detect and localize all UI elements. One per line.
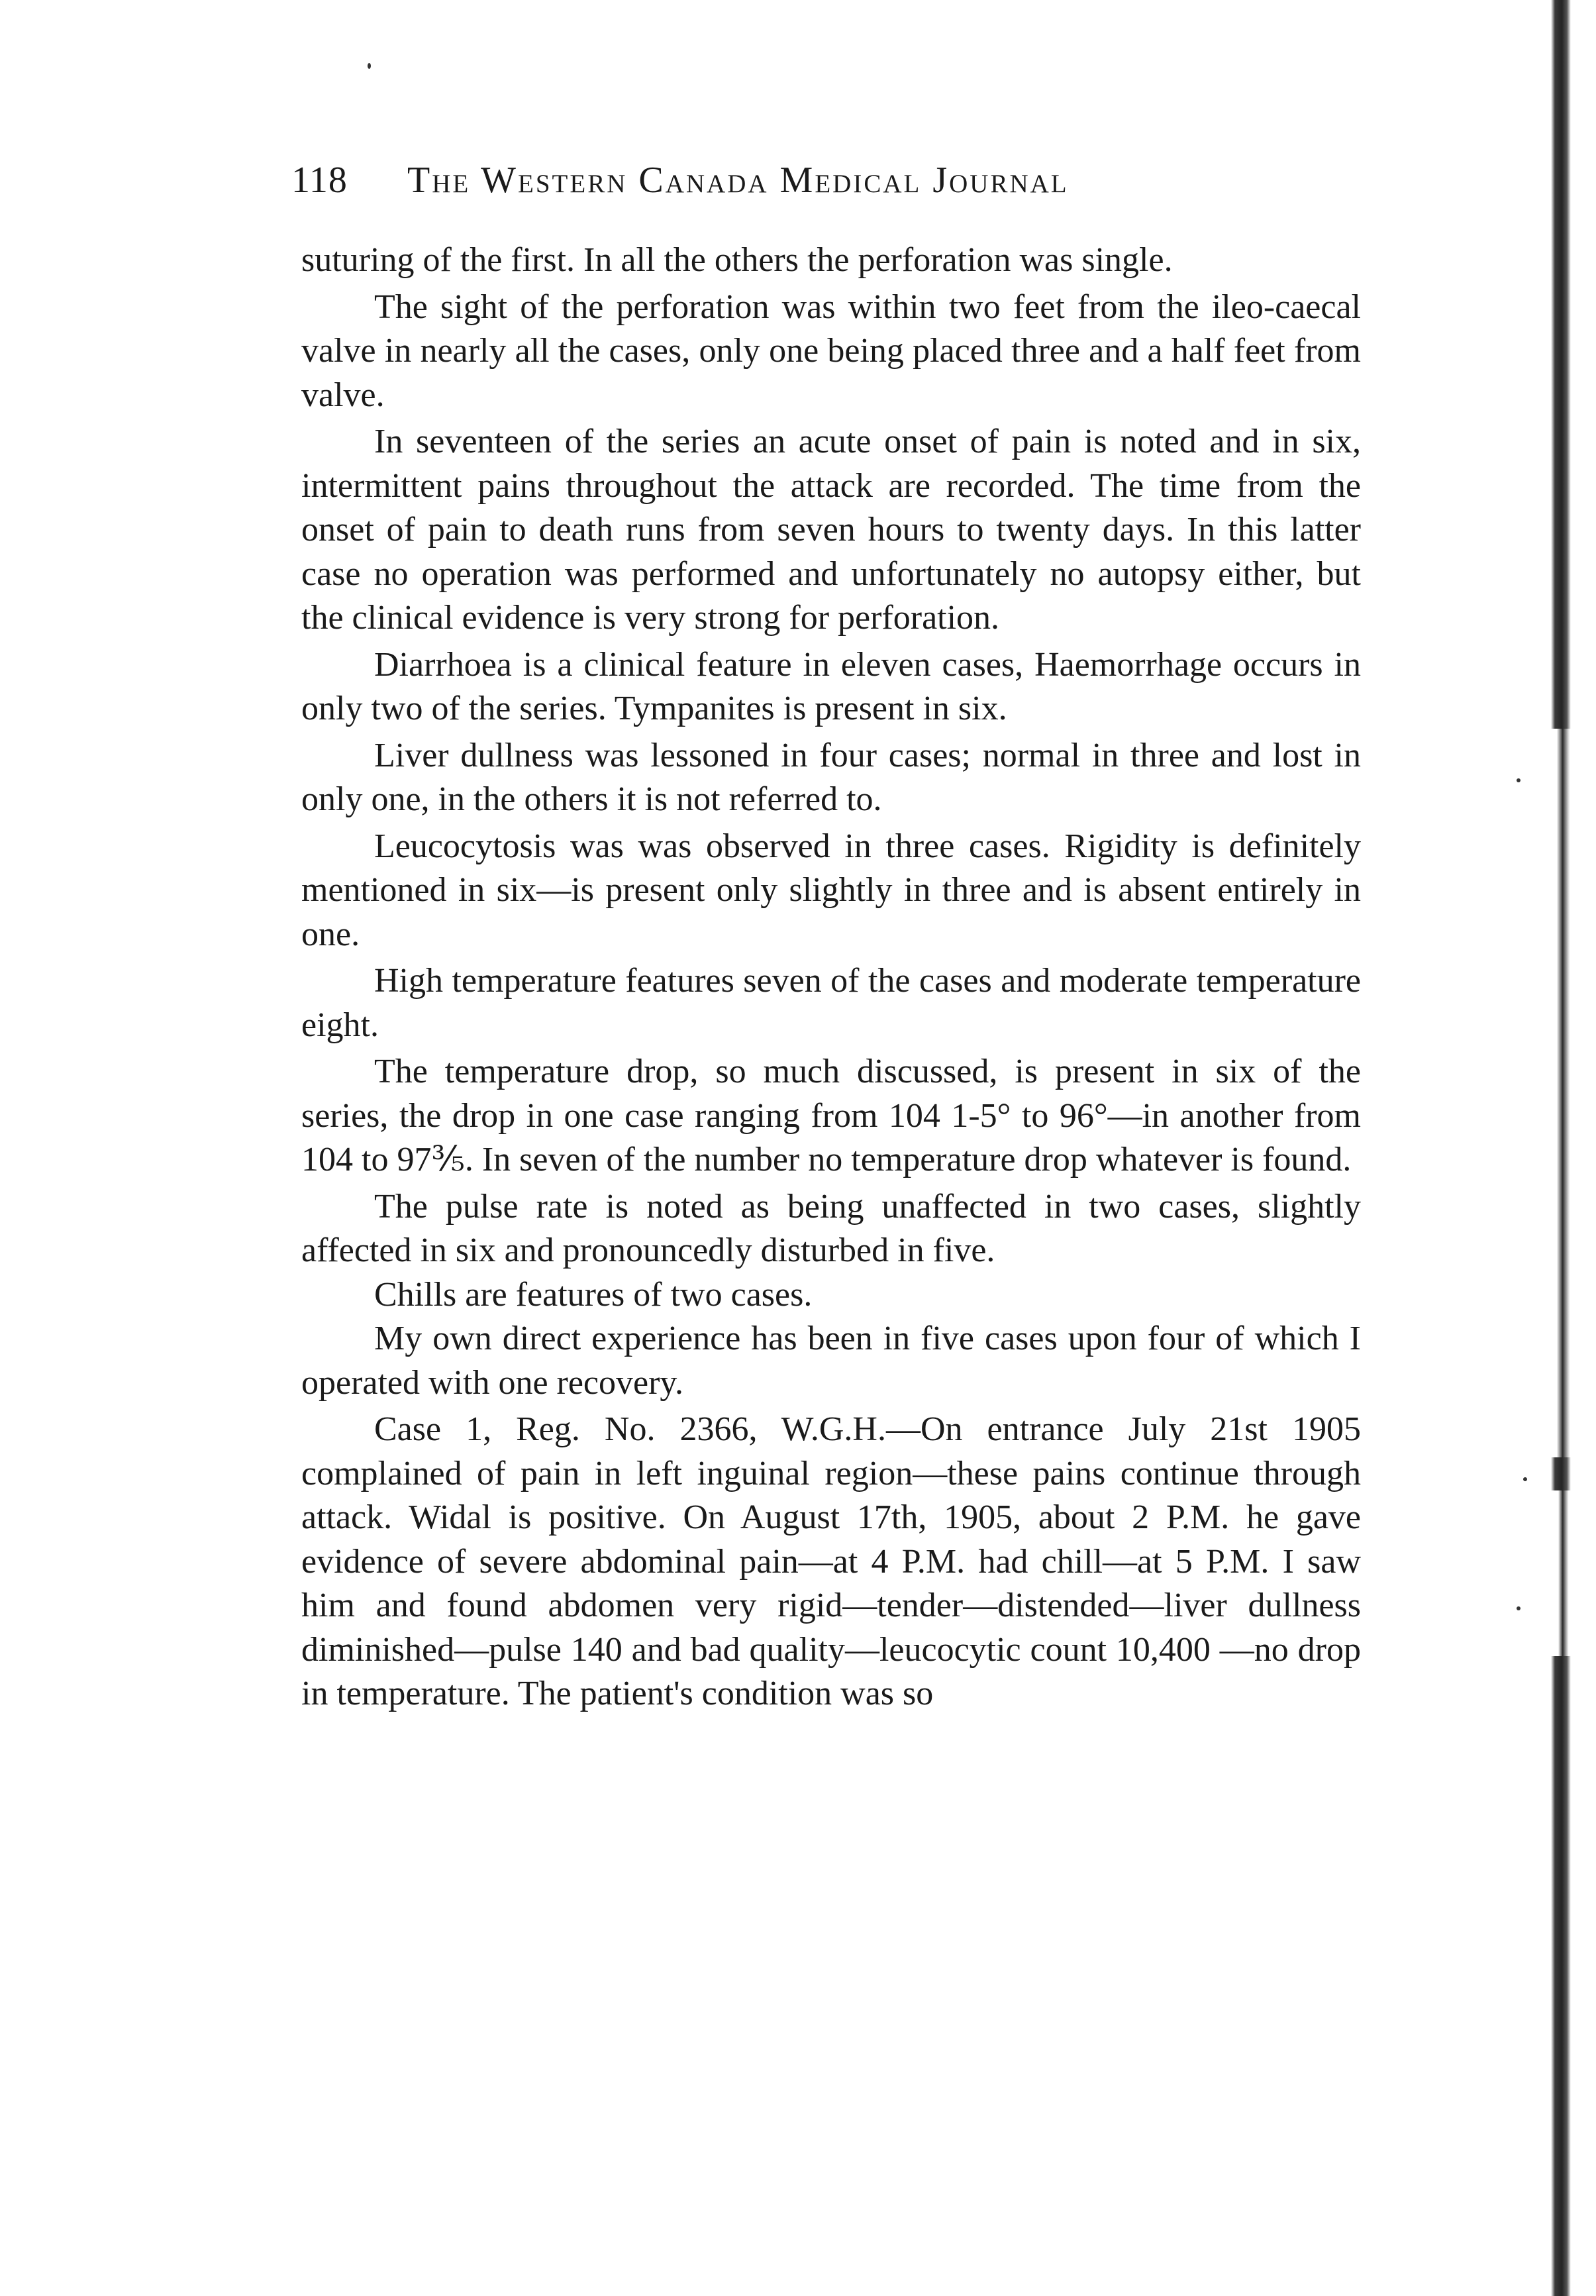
paragraph: Case 1, Reg. No. 2366, W.G.H.—On entrance July 21st 1905 complained of pain in left inguinal region—these pains continue through attack. Widal is positive. On August 17th, 1905, about 2 P.M. he gave evidence of severe abdominal pain—at 4 P.M. had chill—at 5 P.M. I saw him and found abdomen very rigid—tender—distended—liver dullness diminished—pulse 140 and bad quality—leucocytic count 10,400 —no drop in temperature. The patient's condition was so — [301, 1410, 1361, 1712]
paragraph: The temperature drop, so much discussed, is present in six of the series, the drop in one case ranging from 104 1-5° to 96°—in another from 104 to 97⅗. In seven of the number no temperature drop whatever is found. — [301, 1053, 1361, 1178]
page-number: 118 — [291, 160, 348, 201]
paragraph: Diarrhoea is a clinical feature in eleven cases, Haemorrhage occurs in only two of the series. Tympanites is present in six. — [301, 645, 1361, 727]
scan-edge-fade — [1546, 1490, 1576, 1656]
paragraph: Leucocytosis was was observed in three cases. Rigidity is definitely mentioned in six—is present only slightly in three and is absent entirely in one. — [301, 827, 1361, 953]
body-text — [301, 238, 1361, 1719]
paragraph: High temperature features seven of the cases and moderate temperature eight. — [301, 962, 1361, 1044]
paragraph: suturing of the first. In all the others the perforation was single. — [301, 241, 1173, 279]
journal-title: The Western Canada Medical Journal — [407, 160, 1069, 201]
paragraph: My own direct experience has been in five cases upon four of which I operated with one recovery. — [301, 1320, 1361, 1402]
paragraph: Liver dullness was lessoned in four cases; normal in three and lost in only one, in the others it is not referred to. — [301, 736, 1361, 818]
scan-speck — [1523, 1477, 1527, 1481]
scan-edge-fade — [1546, 729, 1576, 1457]
paragraph: Chills are features of two cases. — [374, 1275, 813, 1314]
scan-speck — [1517, 1606, 1521, 1610]
scan-speck — [368, 63, 371, 69]
running-head — [291, 159, 1364, 212]
paragraph: The sight of the perforation was within two feet from the ileo-caecal valve in nearly all the cases, only one being placed three and a half feet from valve. — [301, 287, 1361, 414]
paragraph: The pulse rate is noted as being unaffected in two cases, slightly affected in six and pronouncedly disturbed in five. — [301, 1187, 1361, 1269]
scan-speck — [1517, 778, 1521, 782]
paragraph: In seventeen of the series an acute onset of pain is noted and in six, intermittent pains throughout the attack are recorded. The time from the onset of pain to death runs from seven hours to twenty days. In this latter case no operation was performed and unfortunately no autopsy either, but the clinical evidence is very strong for perforation. — [301, 423, 1361, 637]
